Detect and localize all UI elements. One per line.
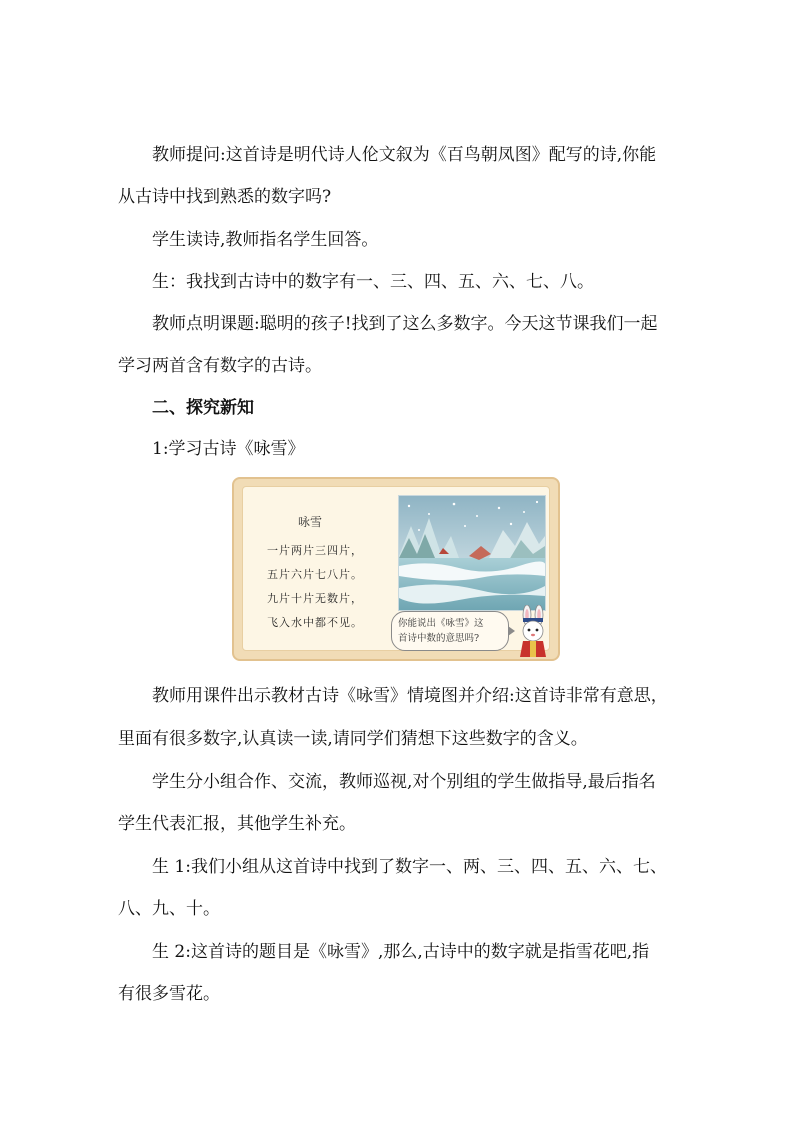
poem-line: 一片两片三四片，	[267, 544, 363, 557]
paragraph-question-line1: 教师提问:这首诗是明代诗人伦文叙为《百鸟朝凤图》配写的诗,你能	[152, 145, 657, 165]
section-heading: 二、探究新知	[152, 398, 254, 418]
paragraph-teacher-intro-line1: 教师用课件出示教材古诗《咏雪》情境图并介绍:这首诗非常有意思，	[152, 686, 668, 706]
paragraph-group-work-line1: 学生分小组合作、交流，教师巡视,对个别组的学生做指导,最后指名	[152, 772, 656, 792]
paragraph-student1-line1: 生 1:我们小组从这首诗中找到了数字一、两、三、四、五、六、七、	[152, 857, 667, 877]
rabbit-character-icon	[513, 605, 553, 657]
speech-bubble-line1: 你能说出《咏雪》这	[398, 618, 484, 629]
poem-illustration	[232, 477, 560, 661]
poem-line: 五片六片七八片。	[267, 568, 363, 581]
paragraph-students-read: 学生读诗,教师指名学生回答。	[152, 230, 379, 250]
snow-scene-picture	[398, 495, 546, 611]
poem-line: 飞入水中都不见。	[267, 616, 363, 629]
paragraph-topic-line1: 教师点明课题:聪明的孩子!找到了这么多数字。今天这节课我们一起	[152, 314, 658, 334]
poem-title: 咏雪	[298, 515, 323, 529]
paragraph-student2-line1: 生 2:这首诗的题目是《咏雪》,那么,古诗中的数字就是指雪花吧,指	[152, 942, 650, 962]
paragraph-topic-line2: 学习两首含有数字的古诗。	[118, 356, 322, 376]
speech-bubble	[391, 611, 509, 651]
poem-line: 九片十片无数片，	[267, 592, 363, 605]
paragraph-teacher-intro-line2: 里面有很多数字,认真读一读,请同学们猜想下这些数字的含义。	[118, 729, 588, 749]
paragraph-student-answer: 生：我找到古诗中的数字有一、三、四、五、六、七、八。	[152, 272, 594, 292]
paragraph-student2-line2: 有很多雪花。	[118, 984, 220, 1004]
speech-bubble-line2: 首诗中数的意思吗?	[398, 633, 480, 644]
sub-heading: 1:学习古诗《咏雪》	[152, 439, 305, 459]
paragraph-student1-line2: 八、九、十。	[118, 899, 220, 919]
paragraph-group-work-line2: 学生代表汇报，其他学生补充。	[118, 814, 356, 834]
paragraph-question-line2: 从古诗中找到熟悉的数字吗?	[118, 187, 332, 207]
poem-card	[242, 486, 550, 651]
